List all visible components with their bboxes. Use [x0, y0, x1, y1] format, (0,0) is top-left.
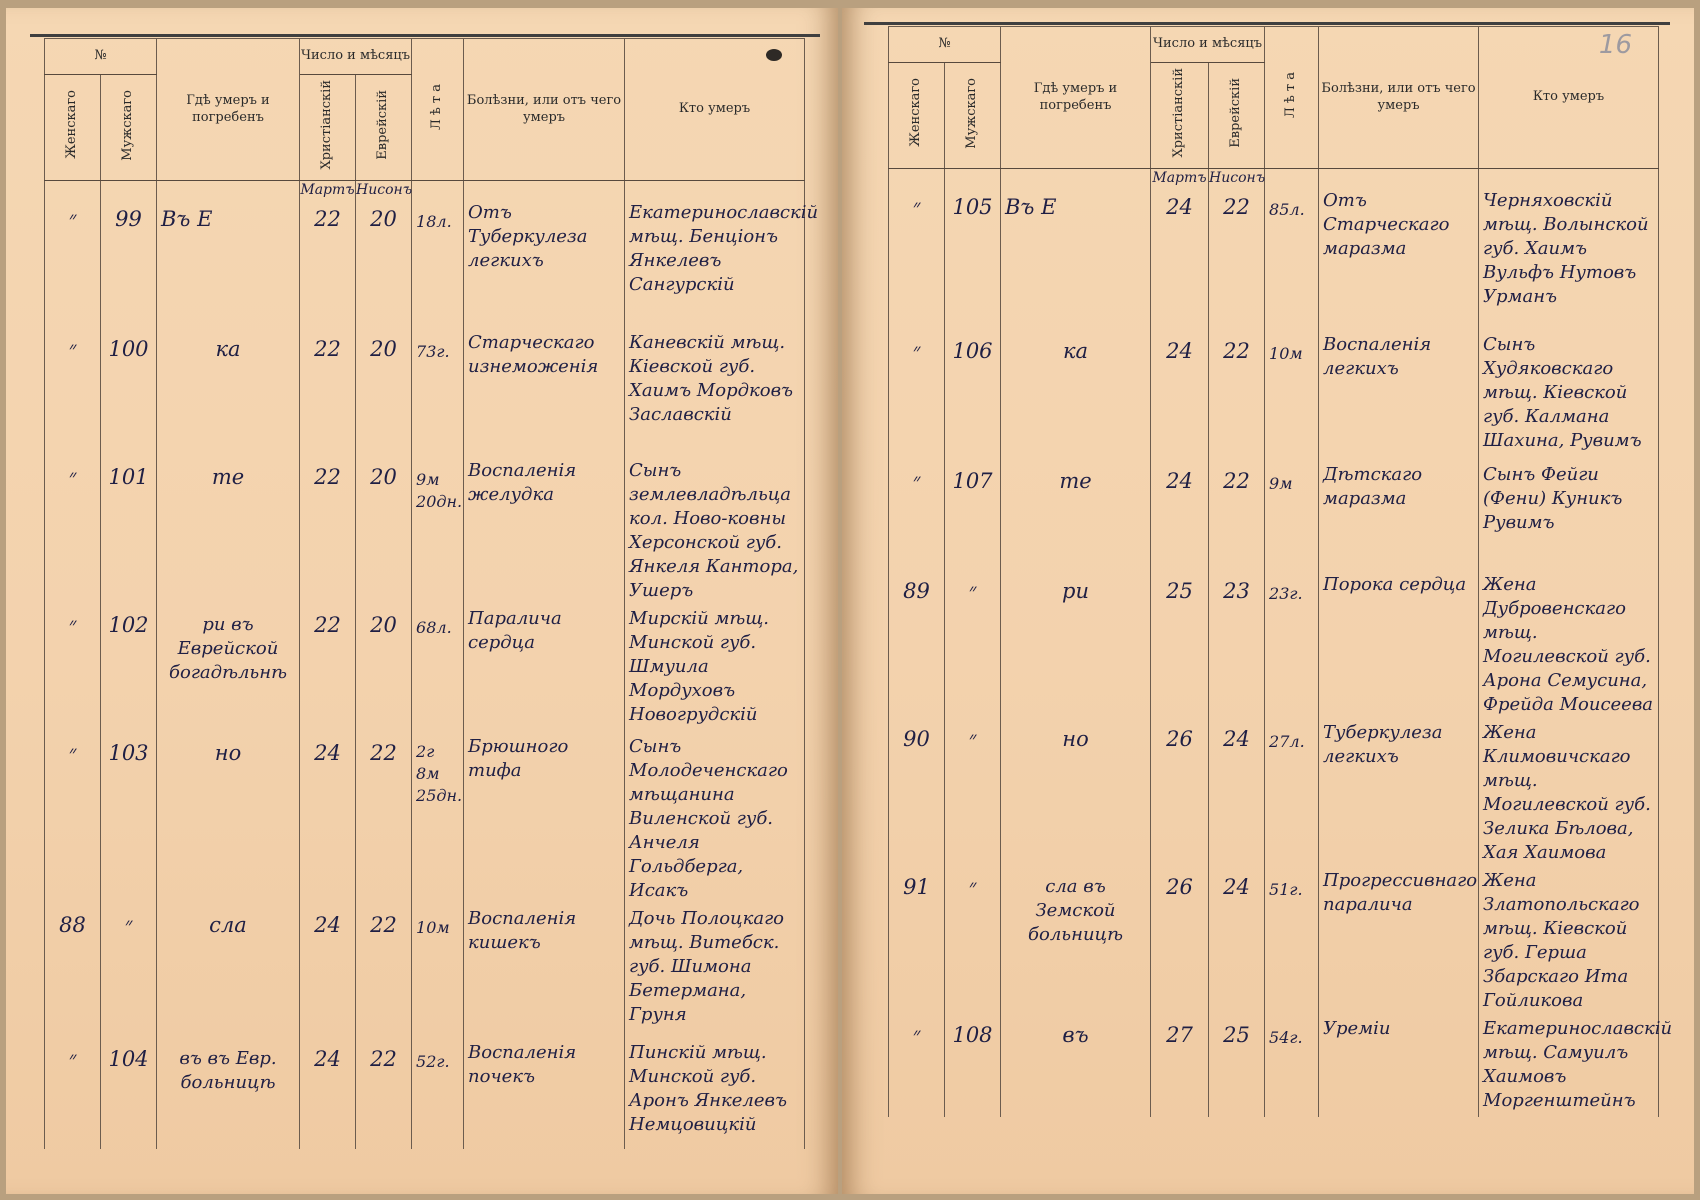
cell-female: ״	[912, 469, 921, 493]
table-cell	[157, 181, 300, 198]
register-table-left	[44, 38, 819, 1149]
cell-jewish: Нисонъ	[1209, 170, 1266, 186]
cell-jew: 20	[370, 207, 397, 231]
female-header: Женскаго	[45, 75, 101, 181]
cell-disease: Воспаленія желудка	[468, 460, 577, 505]
cell-female: ״	[68, 1047, 77, 1071]
male-header: Мужскаго	[101, 75, 157, 181]
table-cell	[356, 455, 412, 603]
cell-chr: 25	[1166, 579, 1193, 603]
table-cell	[889, 329, 945, 459]
cell-chr: 24	[1166, 469, 1193, 493]
table-cell	[300, 455, 356, 603]
table-cell	[101, 1037, 157, 1149]
table-cell	[101, 603, 157, 731]
cell-female: 89	[903, 579, 930, 603]
cell-who: Екатеринославскій мѣщ. Бенціонъ Янкелевъ Сангурскій	[629, 202, 819, 295]
table-cell	[356, 731, 412, 903]
cell-female: 88	[59, 913, 86, 937]
cell-age: 2г 8м 25дн.	[416, 742, 463, 805]
cell-male: 99	[115, 207, 142, 231]
table-cell	[1151, 717, 1209, 865]
cell-christian: Мартъ	[1152, 170, 1207, 186]
table-cell	[1265, 569, 1319, 717]
table-cell	[101, 181, 157, 198]
cell-where: те	[211, 465, 245, 489]
table-cell	[45, 181, 101, 198]
cell-age: 51г.	[1269, 880, 1303, 899]
table-cell	[464, 603, 625, 731]
table-cell	[412, 197, 464, 327]
cell-who: Мирскій мѣщ. Минской губ. Шмуила Мордуховъ Новогрудскій	[629, 608, 770, 725]
cell-jew: 20	[370, 613, 397, 637]
cell-disease: Отъ Туберкулеза легкихъ	[468, 202, 588, 271]
left-page	[6, 8, 838, 1194]
table-cell	[889, 185, 945, 329]
table-cell	[1001, 1013, 1151, 1117]
cell-who: Каневскій мѣщ. Кіевской губ. Хаимъ Мордковъ Заславскій	[629, 332, 794, 425]
cell-male: ״	[968, 875, 977, 899]
table-cell	[412, 181, 464, 198]
who-header: Кто умеръ	[625, 39, 805, 181]
table-cell	[1151, 569, 1209, 717]
table-cell	[101, 327, 157, 455]
cell-male: 108	[952, 1023, 993, 1047]
table-cell	[157, 1037, 300, 1149]
cell-age: 73г.	[416, 342, 450, 361]
date-header: Число и мѣсяцъ	[1151, 27, 1265, 63]
table-cell	[625, 731, 805, 903]
table-cell	[945, 717, 1001, 865]
cell-disease: Паралича сердца	[468, 608, 562, 653]
cell-disease: Воспаленія легкихъ	[1323, 334, 1432, 379]
cell-male: 104	[108, 1047, 149, 1071]
table-cell	[45, 731, 101, 903]
cell-chr: 24	[314, 913, 341, 937]
disease-header: Болѣзни, или отъ чего умеръ	[1319, 27, 1479, 169]
cell-disease: Дѣтскаго маразма	[1323, 464, 1423, 509]
table-cell	[1265, 865, 1319, 1013]
table-cell	[464, 731, 625, 903]
number-header: №	[45, 39, 157, 75]
table-cell	[300, 197, 356, 327]
table-cell	[1001, 169, 1151, 186]
table-cell	[1319, 1013, 1479, 1117]
table-cell	[945, 329, 1001, 459]
cell-age: 10м	[1269, 344, 1303, 363]
cell-who: Жена Климовичскаго мѣщ. Могилевской губ. Зелика Бѣлова, Хая Хаимова	[1483, 722, 1651, 863]
table-row	[889, 459, 1659, 569]
cell-age: 10м	[416, 918, 450, 937]
table-cell	[1209, 717, 1265, 865]
cell-age: 18л.	[416, 212, 452, 231]
table-cell	[889, 169, 945, 186]
cell-male: ״	[968, 579, 977, 603]
table-cell	[1151, 459, 1209, 569]
table-cell	[300, 603, 356, 731]
cell-chr: 24	[1166, 195, 1193, 219]
cell-jew: 22	[370, 741, 397, 765]
cell-jew: 22	[370, 1047, 397, 1071]
cell-where: ри	[1062, 579, 1089, 603]
table-cell	[889, 1013, 945, 1117]
cell-who: Дочь Полоцкаго мѣщ. Витебск. губ. Шимона Бетермана, Груня	[629, 908, 785, 1025]
table-cell	[945, 865, 1001, 1013]
cell-where: но	[1062, 727, 1089, 751]
cell-male: ״	[124, 913, 133, 937]
table-cell	[1151, 329, 1209, 459]
table-cell	[1001, 569, 1151, 717]
table-cell	[1479, 169, 1659, 186]
table-row	[45, 197, 805, 327]
disease-header: Болѣзни, или отъ чего умеръ	[464, 39, 625, 181]
christian-header: Христіанскій	[1151, 63, 1209, 169]
top-rule	[864, 22, 1670, 25]
table-cell	[45, 197, 101, 327]
age-header: Л ѣ т а	[1265, 27, 1319, 169]
table-cell	[300, 327, 356, 455]
cell-jew: 22	[1223, 469, 1250, 493]
where-header: Гдѣ умеръ и погребенъ	[1001, 27, 1151, 169]
cell-jew: 23	[1223, 579, 1250, 603]
table-cell	[1209, 459, 1265, 569]
cell-chr: 27	[1166, 1023, 1193, 1047]
cell-jew: 20	[370, 337, 397, 361]
table-cell	[45, 903, 101, 1037]
table-cell	[412, 903, 464, 1037]
cell-chr: 22	[314, 465, 341, 489]
cell-male: 105	[952, 195, 993, 219]
table-row	[889, 717, 1659, 865]
table-cell	[1319, 185, 1479, 329]
cell-disease: Туберкулеза легкихъ	[1323, 722, 1443, 767]
table-cell	[356, 197, 412, 327]
cell-disease: Отъ Старческаго маразма	[1323, 190, 1450, 259]
cell-who: Жена Златопольскаго мѣщ. Кіевской губ. Герша Збарскаго Ита Гойликова	[1483, 870, 1640, 1011]
table-cell	[45, 603, 101, 731]
table-cell	[412, 1037, 464, 1149]
cell-where: ри въ Еврейской богадѣльнѣ	[169, 614, 287, 683]
cell-age: 68л.	[416, 618, 452, 637]
table-cell	[464, 1037, 625, 1149]
table-cell	[945, 1013, 1001, 1117]
cell-male: ״	[968, 727, 977, 751]
table-cell	[1209, 865, 1265, 1013]
table-cell	[157, 197, 300, 327]
cell-jew: 22	[370, 913, 397, 937]
table-cell	[356, 327, 412, 455]
table-row	[889, 569, 1659, 717]
table-cell	[889, 459, 945, 569]
table-row	[45, 1037, 805, 1149]
table-cell	[1479, 459, 1659, 569]
cell-who: Черняховскій мѣщ. Волынской губ. Хаимъ Вульфъ Нутовъ Урманъ	[1483, 190, 1649, 307]
cell-where: ка	[1062, 339, 1089, 363]
cell-female: 90	[903, 727, 930, 751]
table-cell	[1001, 459, 1151, 569]
cell-chr: 22	[314, 337, 341, 361]
cell-male: 106	[952, 339, 993, 363]
table-cell	[1265, 185, 1319, 329]
cell-who: Сынъ Молодеченскаго мѣщанина Виленской губ. Анчеля Гольдберга, Исакъ	[629, 736, 788, 901]
table-cell	[412, 603, 464, 731]
table-row	[45, 327, 805, 455]
table-cell	[1209, 329, 1265, 459]
table-cell	[1265, 717, 1319, 865]
cell-age: 85л.	[1269, 200, 1305, 219]
cell-jewish: Нисонъ	[356, 182, 413, 198]
cell-female: ״	[68, 207, 77, 231]
cell-who: Екатеринославскій мѣщ. Самуилъ Хаимовъ Моргенштейнъ	[1483, 1018, 1673, 1111]
table-cell	[356, 1037, 412, 1149]
cell-jew: 22	[1223, 195, 1250, 219]
cell-chr: 22	[314, 207, 341, 231]
table-cell	[45, 455, 101, 603]
table-cell	[889, 569, 945, 717]
table-cell	[1265, 169, 1319, 186]
table-cell	[1265, 329, 1319, 459]
table-cell	[412, 731, 464, 903]
table-cell	[45, 1037, 101, 1149]
table-cell	[1151, 1013, 1209, 1117]
table-cell	[1209, 1013, 1265, 1117]
table-cell	[625, 181, 805, 198]
table-cell	[1265, 459, 1319, 569]
cell-female: ״	[68, 741, 77, 765]
cell-where: сла	[209, 913, 247, 937]
cell-male: 102	[108, 613, 149, 637]
cell-age: 23г.	[1269, 584, 1303, 603]
table-cell	[1209, 169, 1265, 186]
cell-who: Сынъ Худяковскаго мѣщ. Кіевской губ. Калмана Шахина, Рувимъ	[1483, 334, 1642, 451]
cell-age: 52г.	[416, 1052, 450, 1071]
table-cell	[1209, 569, 1265, 717]
table-cell	[1319, 169, 1479, 186]
cell-where: ка	[215, 337, 241, 361]
table-cell	[157, 903, 300, 1037]
table-cell	[1479, 717, 1659, 865]
where-header: Гдѣ умеръ и погребенъ	[157, 39, 300, 181]
table-cell	[464, 903, 625, 1037]
male-header: Мужскаго	[945, 63, 1001, 169]
table-cell	[945, 185, 1001, 329]
cell-male: 103	[108, 741, 149, 765]
cell-age: 9м 20дн.	[416, 470, 463, 511]
cell-where: въ въ Евр. больницѣ	[179, 1048, 277, 1093]
table-cell	[300, 731, 356, 903]
table-cell	[1479, 329, 1659, 459]
table-cell	[300, 181, 356, 198]
table-cell	[157, 731, 300, 903]
table-cell	[1209, 185, 1265, 329]
table-cell	[45, 327, 101, 455]
cell-where: Въ Е	[161, 207, 213, 231]
cell-christian: Мартъ	[300, 182, 355, 198]
table-cell	[1479, 865, 1659, 1013]
table-cell	[101, 731, 157, 903]
jewish-header: Еврейскій	[356, 75, 412, 181]
table-row	[889, 329, 1659, 459]
cell-jew: 24	[1223, 727, 1250, 751]
table-cell	[101, 197, 157, 327]
table-cell	[356, 903, 412, 1037]
table-cell	[157, 455, 300, 603]
cell-female: ״	[912, 339, 921, 363]
table-cell	[1265, 1013, 1319, 1117]
date-header: Число и мѣсяцъ	[300, 39, 412, 75]
table-cell	[464, 327, 625, 455]
table-cell	[1319, 459, 1479, 569]
table-cell	[412, 327, 464, 455]
table-row	[889, 185, 1659, 329]
table-cell	[356, 603, 412, 731]
table-cell	[889, 717, 945, 865]
table-cell	[625, 1037, 805, 1149]
table-cell	[1151, 169, 1209, 186]
table-cell	[1151, 185, 1209, 329]
table-cell	[1151, 865, 1209, 1013]
number-header: №	[889, 27, 1001, 63]
cell-female: ״	[912, 1023, 921, 1047]
table-row	[45, 455, 805, 603]
cell-male: 107	[952, 469, 993, 493]
page-number: 16	[1598, 30, 1632, 60]
table-cell	[300, 1037, 356, 1149]
cell-jew: 22	[1223, 339, 1250, 363]
top-rule	[30, 34, 820, 37]
cell-where: сла въ Земской больницѣ	[1028, 876, 1123, 945]
cell-where: Въ Е	[1005, 195, 1057, 219]
table-cell	[945, 459, 1001, 569]
table-cell	[1001, 865, 1151, 1013]
cell-jew: 20	[370, 465, 397, 489]
cell-age: 27л.	[1269, 732, 1305, 751]
table-row	[45, 603, 805, 731]
cell-where: въ	[1062, 1023, 1089, 1047]
table-row	[889, 865, 1659, 1013]
cell-male: 100	[108, 337, 149, 361]
cell-disease: Прогрессивнаго паралича	[1323, 870, 1478, 915]
cell-where: но	[214, 741, 242, 765]
jewish-header: Еврейскій	[1209, 63, 1265, 169]
cell-chr: 24	[314, 1047, 341, 1071]
cell-who: Сынъ землевладѣльца кол. Ново-ковны Херсонской губ. Янкеля Кантора, Ушеръ	[629, 460, 799, 601]
cell-who: Жена Дубровенскаго мѣщ. Могилевской губ. Арона Семусина, Фрейда Моисеева	[1483, 574, 1654, 715]
table-cell	[157, 603, 300, 731]
cell-disease: Уреміи	[1323, 1018, 1391, 1039]
table-cell	[625, 455, 805, 603]
table-cell	[1319, 717, 1479, 865]
table-cell	[464, 455, 625, 603]
table-cell	[1001, 185, 1151, 329]
table-row	[45, 903, 805, 1037]
register-table-right	[888, 26, 1673, 1117]
table-cell	[412, 455, 464, 603]
christian-header: Христіанскій	[300, 75, 356, 181]
table-cell	[101, 903, 157, 1037]
cell-disease: Порока сердца	[1323, 574, 1467, 595]
cell-where: те	[1059, 469, 1092, 493]
table-cell	[945, 569, 1001, 717]
table-cell	[889, 865, 945, 1013]
cell-disease: Воспаленія почекъ	[468, 1042, 577, 1087]
right-page	[842, 8, 1694, 1194]
cell-age: 9м	[1269, 474, 1293, 493]
cell-male: 101	[108, 465, 149, 489]
table-cell	[464, 181, 625, 198]
table-cell	[1001, 717, 1151, 865]
table-cell	[300, 903, 356, 1037]
table-row	[45, 731, 805, 903]
cell-disease: Старческаго изнеможенія	[468, 332, 599, 377]
who-header: Кто умеръ	[1479, 27, 1659, 169]
table-cell	[1479, 569, 1659, 717]
table-cell	[356, 181, 412, 198]
cell-female: ״	[912, 195, 921, 219]
table-cell	[1479, 1013, 1673, 1117]
cell-who: Сынъ Фейги (Фени) Куникъ Рувимъ	[1483, 464, 1623, 533]
table-cell	[1319, 569, 1479, 717]
cell-female: ״	[68, 337, 77, 361]
cell-chr: 22	[314, 613, 341, 637]
cell-disease: Воспаленія кишекъ	[468, 908, 577, 953]
female-header: Женскаго	[889, 63, 945, 169]
cell-female: ״	[68, 613, 77, 637]
table-cell	[101, 455, 157, 603]
cell-who: Пинскій мѣщ. Минской губ. Аронъ Янкелевъ Немцовицкій	[629, 1042, 787, 1135]
cell-disease: Брюшного тифа	[468, 736, 569, 781]
cell-chr: 24	[1166, 339, 1193, 363]
cell-jew: 25	[1223, 1023, 1250, 1047]
table-cell	[1479, 185, 1659, 329]
table-cell	[625, 603, 805, 731]
cell-chr: 26	[1166, 727, 1193, 751]
cell-age: 54г.	[1269, 1028, 1303, 1047]
table-cell	[464, 197, 625, 327]
cell-female: ״	[68, 465, 77, 489]
cell-chr: 24	[314, 741, 341, 765]
table-cell	[625, 327, 805, 455]
table-cell	[625, 197, 819, 327]
table-cell	[945, 169, 1001, 186]
cell-jew: 24	[1223, 875, 1250, 899]
age-header: Л ѣ т а	[412, 39, 464, 181]
cell-female: 91	[903, 875, 930, 899]
table-row	[889, 1013, 1659, 1117]
table-cell	[1319, 865, 1479, 1013]
table-cell	[1001, 329, 1151, 459]
cell-chr: 26	[1166, 875, 1193, 899]
table-cell	[157, 327, 300, 455]
table-cell	[625, 903, 805, 1037]
table-cell	[1319, 329, 1479, 459]
